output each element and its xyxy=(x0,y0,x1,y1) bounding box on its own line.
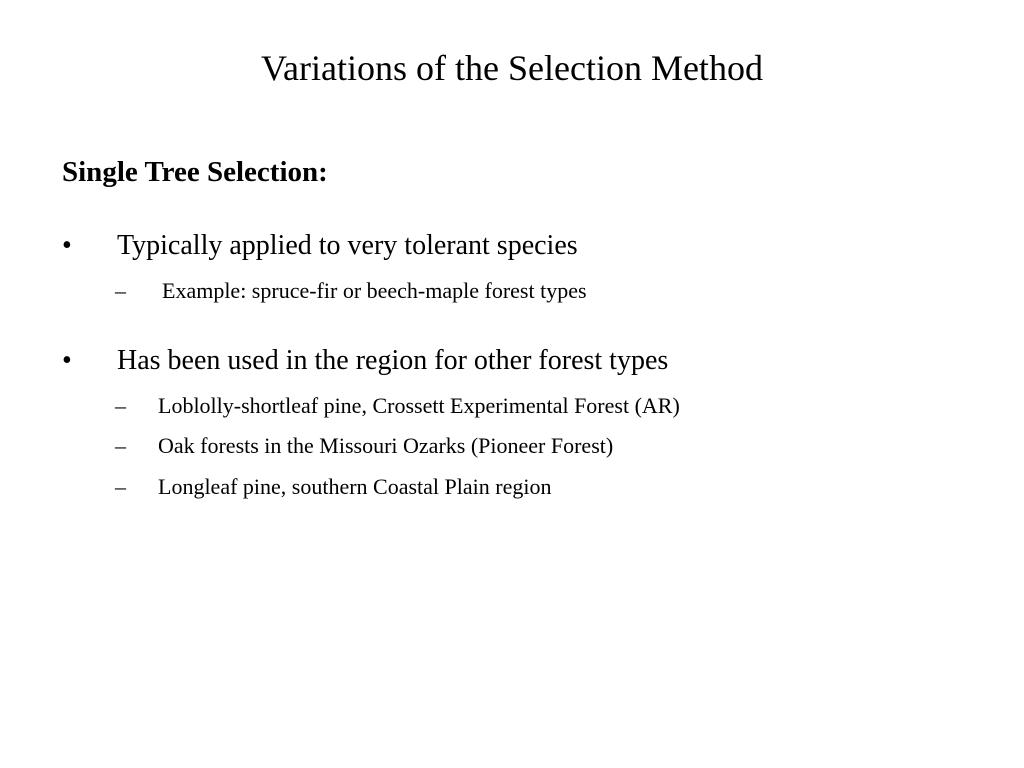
dash-marker: – xyxy=(115,278,126,303)
bullet-marker: • xyxy=(62,345,72,376)
dash-marker: – xyxy=(115,433,126,458)
sub-bullet-text: Oak forests in the Missouri Ozarks (Pioneer Forest) xyxy=(158,433,614,458)
sub-bullet-text: Longleaf pine, southern Coastal Plain region xyxy=(158,474,552,499)
sub-bullet-text: Loblolly-shortleaf pine, Crossett Experimental Forest (AR) xyxy=(158,393,680,418)
dash-marker: – xyxy=(115,393,126,418)
sub-bullet-text: Example: spruce-fir or beech-maple forest types xyxy=(162,278,587,303)
slide-title: Variations of the Selection Method xyxy=(261,48,763,88)
section-heading: Single Tree Selection: xyxy=(62,156,328,188)
bullet-marker: • xyxy=(62,230,72,261)
bullet-text: Typically applied to very tolerant species xyxy=(117,230,578,261)
bullet-text: Has been used in the region for other forest types xyxy=(117,345,669,376)
dash-marker: – xyxy=(115,474,126,499)
